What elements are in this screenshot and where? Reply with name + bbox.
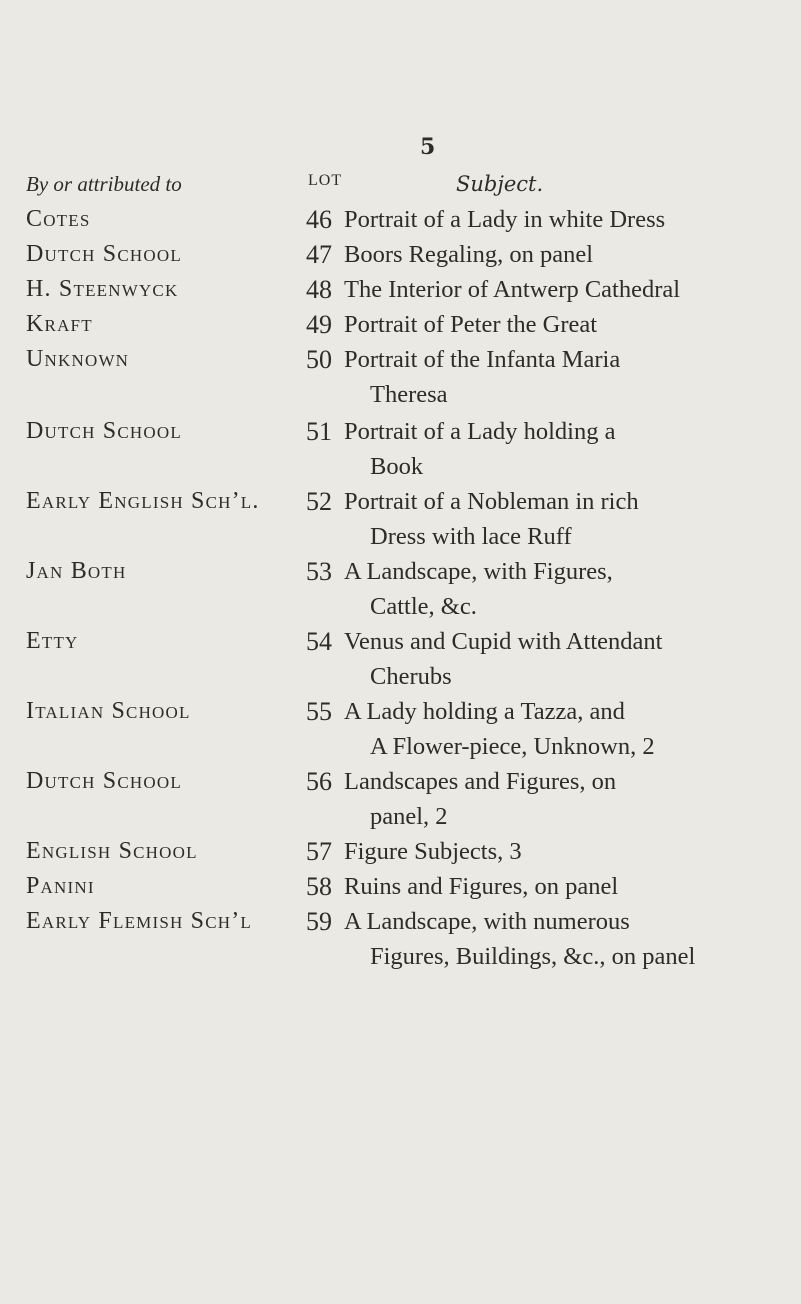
artist-name: Dutch School — [26, 418, 182, 444]
artist-name: Cotes — [26, 206, 91, 232]
subject — [344, 694, 789, 764]
header-subject: Subject. — [456, 172, 544, 196]
artist-name: Kraft — [26, 311, 93, 337]
subject-line: Cattle, &c. — [370, 593, 477, 620]
artist-name: Etty — [26, 628, 79, 654]
artist-name: Unknown — [26, 346, 130, 372]
subject — [344, 414, 789, 484]
lot-number: 58 — [306, 872, 332, 901]
subject-line: A Lady holding a Tazza, and — [344, 698, 625, 725]
subject — [344, 272, 789, 307]
artist-name: H. Steenwyck — [26, 276, 179, 302]
lot-number: 54 — [306, 627, 332, 656]
subject-line: Dress with lace Ruff — [370, 523, 572, 550]
lot-number: 46 — [306, 205, 332, 234]
subject-line: Figures, Buildings, &c., on panel — [370, 943, 696, 970]
subject-line: Portrait of a Lady holding a — [344, 418, 616, 445]
lot-number: 49 — [306, 310, 332, 339]
subject — [344, 307, 789, 342]
artist-name: Jan Both — [26, 558, 127, 584]
header-artist: By or attributed to — [26, 172, 182, 196]
subject — [344, 624, 789, 694]
page-number: 5 — [420, 134, 436, 160]
lot-number: 57 — [306, 837, 332, 866]
subject — [344, 764, 789, 834]
artist-name: Dutch School — [26, 241, 182, 267]
lot-number: 55 — [306, 697, 332, 726]
subject-line: Cherubs — [370, 663, 452, 690]
subject-line: Theresa — [370, 381, 448, 408]
subject-line: Portrait of a Lady in white Dress — [344, 206, 666, 233]
subject-line: Landscapes and Figures, on — [344, 768, 617, 795]
subject-line: Portrait of a Nobleman in rich — [344, 488, 639, 515]
subject-line: Venus and Cupid with Attendant — [344, 628, 663, 655]
subject-line: Figure Subjects, 3 — [344, 838, 522, 865]
subject-line: Book — [370, 453, 424, 480]
subject — [344, 834, 789, 869]
artist-name: Early Flemish Sch’l — [26, 908, 252, 934]
subject — [344, 342, 789, 412]
subject-line: Ruins and Figures, on panel — [344, 873, 619, 900]
subject — [344, 237, 789, 272]
subject — [344, 554, 789, 624]
subject-line: A Landscape, with numerous — [344, 908, 630, 935]
lot-number: 51 — [306, 417, 332, 446]
subject — [344, 484, 789, 554]
artist-name: Early English Sch’l. — [26, 488, 260, 514]
artist-name: Dutch School — [26, 768, 182, 794]
lot-number: 59 — [306, 907, 332, 936]
subject — [344, 869, 789, 904]
subject-line: Portrait of the Infanta Maria — [344, 346, 621, 373]
subject-line: A Landscape, with Figures, — [344, 558, 613, 585]
artist-name: Italian School — [26, 698, 191, 724]
artist-name: English School — [26, 838, 198, 864]
subject — [344, 202, 789, 237]
header-lot: LOT — [308, 172, 343, 189]
lot-number: 52 — [306, 487, 332, 516]
lot-number: 48 — [306, 275, 332, 304]
subject-line: The Interior of Antwerp Cathedral — [344, 276, 681, 303]
subject-line: panel, 2 — [370, 803, 448, 830]
lot-number: 53 — [306, 557, 332, 586]
lot-number: 56 — [306, 767, 332, 796]
subject — [344, 904, 789, 974]
subject-line: Portrait of Peter the Great — [344, 311, 598, 338]
artist-name: Panini — [26, 873, 95, 899]
subject-line: Boors Regaling, on panel — [344, 241, 594, 268]
lot-number: 47 — [306, 240, 332, 269]
lot-number: 50 — [306, 345, 332, 374]
subject-line: A Flower-piece, Unknown, 2 — [370, 733, 655, 760]
